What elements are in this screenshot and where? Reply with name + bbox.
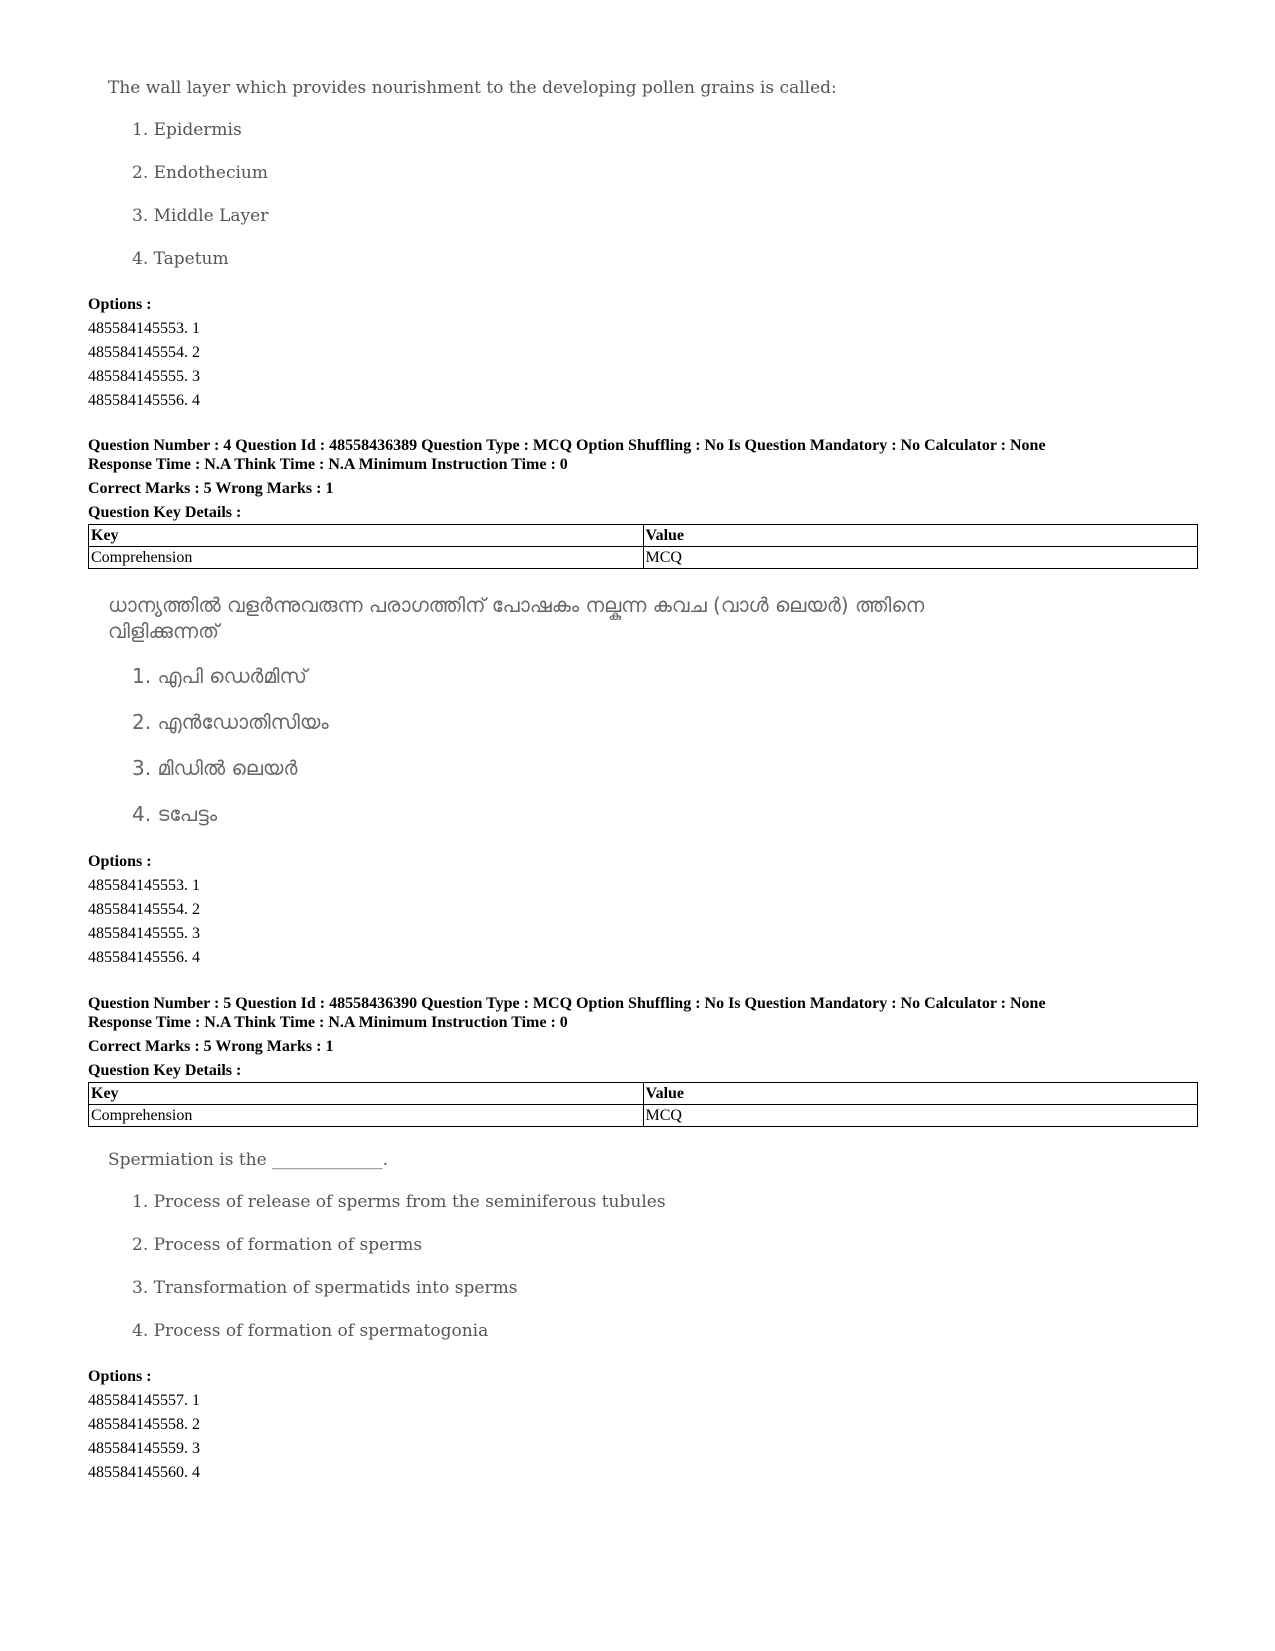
choice-item: 1. Epidermis — [132, 120, 242, 140]
options-list — [88, 850, 200, 970]
question-meta-line: Question Number : 4 Question Id : 48558436389 Question Type : MCQ Option Shuffling : No Is Question Mandatory : No Calculator : None — [88, 437, 1046, 454]
choice-item: 2. എൻഡോതിസിയം — [132, 710, 329, 734]
question-timing-line: Response Time : N.A Think Time : N.A Minimum Instruction Time : 0 — [88, 456, 568, 473]
choice-item: 1. എപി ഡെർമിസ് — [132, 664, 307, 688]
options-heading: Options : — [88, 296, 152, 313]
table-row — [89, 1083, 1198, 1105]
question-image — [108, 592, 968, 826]
question-stem: Spermiation is the _____________. — [108, 1150, 388, 1170]
question-meta — [88, 994, 1046, 1080]
option-item: 485584145554. 2 — [88, 344, 200, 361]
table-row — [89, 525, 1198, 547]
table-header-cell: Key — [89, 1083, 644, 1105]
choice-item: 2. Endothecium — [132, 163, 268, 183]
option-item: 485584145553. 1 — [88, 320, 200, 337]
table-header-cell: Key — [89, 525, 644, 547]
option-item: 485584145556. 4 — [88, 949, 200, 966]
choice-item: 4. Tapetum — [132, 249, 229, 269]
options-heading: Options : — [88, 1368, 152, 1385]
table-cell: MCQ — [643, 1105, 1198, 1127]
question-marks: Correct Marks : 5 Wrong Marks : 1 — [88, 1038, 334, 1055]
choice-item: 4. ടപേട്ടം — [132, 802, 218, 826]
choice-item: 3. Transformation of spermatids into sperms — [132, 1278, 518, 1298]
question-image — [108, 1150, 666, 1341]
options-list — [88, 1365, 200, 1485]
question-key-details-label: Question Key Details : — [88, 1062, 242, 1079]
choice-item: 1. Process of release of sperms from the seminiferous tubules — [132, 1192, 666, 1212]
option-item: 485584145560. 4 — [88, 1464, 200, 1481]
question-timing-line: Response Time : N.A Think Time : N.A Minimum Instruction Time : 0 — [88, 1014, 568, 1031]
question-image — [108, 78, 837, 269]
option-item: 485584145554. 2 — [88, 901, 200, 918]
table-cell: Comprehension — [89, 1105, 644, 1127]
question-stem: The wall layer which provides nourishment to the developing pollen grains is called: — [108, 78, 837, 98]
choice-item: 3. Middle Layer — [132, 206, 269, 226]
option-item: 485584145556. 4 — [88, 392, 200, 409]
table-cell: MCQ — [643, 547, 1198, 569]
choice-item: 4. Process of formation of spermatogonia — [132, 1321, 489, 1341]
choice-item: 2. Process of formation of sperms — [132, 1235, 423, 1255]
option-item: 485584145559. 3 — [88, 1440, 200, 1457]
question-meta — [88, 436, 1046, 522]
question-stem: ധാന്യത്തിൽ വളർന്നുവരുന്ന പരാഗത്തിന് പോഷകം നല്കുന്ന കവച (വാൾ ലെയർ) ത്തിനെ വിളിക്കുന്നത് — [108, 593, 925, 643]
table-row — [89, 1105, 1198, 1127]
question-key-table — [88, 1082, 1198, 1127]
option-item: 485584145555. 3 — [88, 368, 200, 385]
option-item: 485584145553. 1 — [88, 877, 200, 894]
table-header-cell: Value — [643, 1083, 1198, 1105]
option-item: 485584145555. 3 — [88, 925, 200, 942]
question-key-details-label: Question Key Details : — [88, 504, 242, 521]
table-cell: Comprehension — [89, 547, 644, 569]
choice-item: 3. മിഡിൽ ലെയർ — [132, 756, 298, 780]
question-meta-line: Question Number : 5 Question Id : 48558436390 Question Type : MCQ Option Shuffling : No Is Question Mandatory : No Calculator : None — [88, 995, 1046, 1012]
option-item: 485584145557. 1 — [88, 1392, 200, 1409]
options-list — [88, 293, 200, 413]
question-marks: Correct Marks : 5 Wrong Marks : 1 — [88, 480, 334, 497]
options-heading: Options : — [88, 853, 152, 870]
option-item: 485584145558. 2 — [88, 1416, 200, 1433]
question-key-table — [88, 524, 1198, 569]
table-row — [89, 547, 1198, 569]
table-header-cell: Value — [643, 525, 1198, 547]
